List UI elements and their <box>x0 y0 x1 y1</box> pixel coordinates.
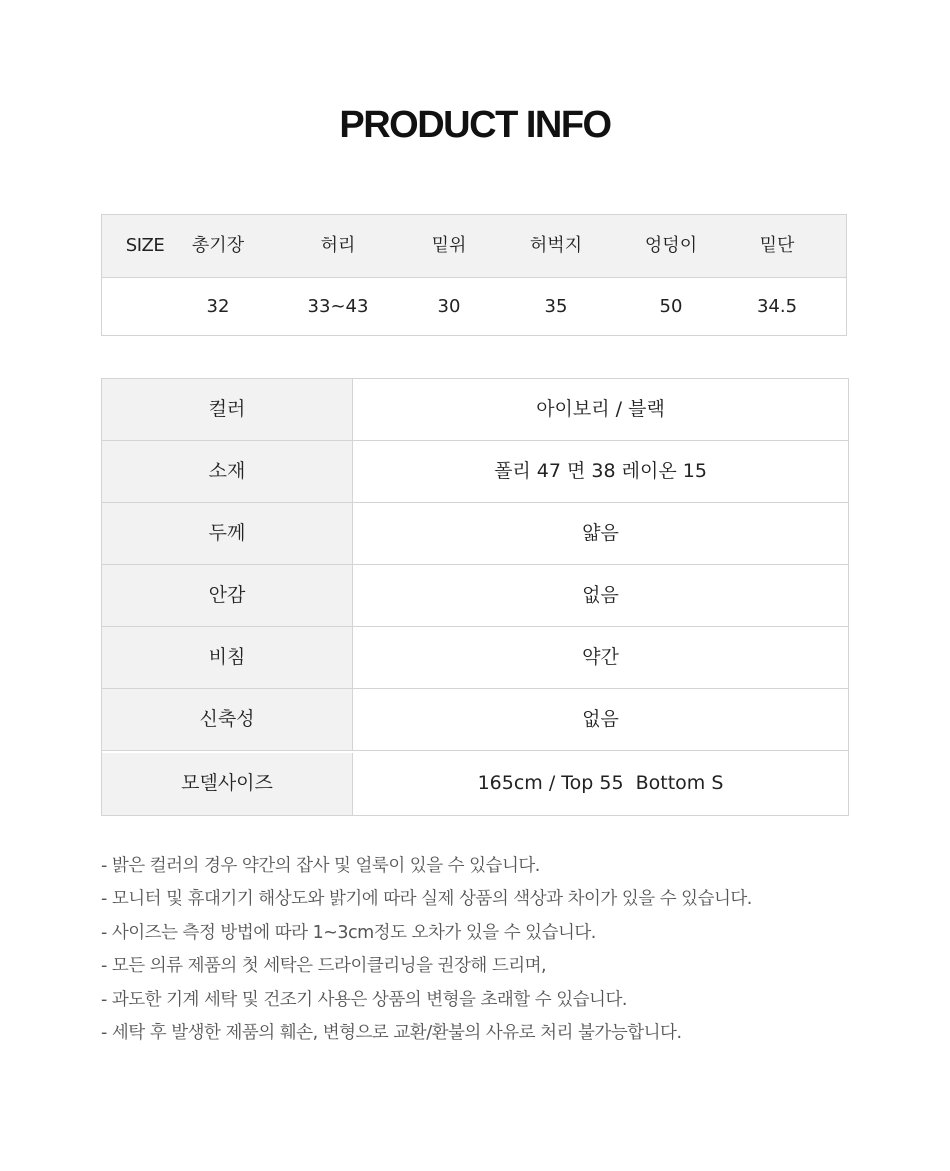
info-key: 두께 <box>102 503 353 564</box>
size-header-waist: 허리 <box>320 235 356 256</box>
care-notes <box>101 850 861 1050</box>
info-key: 컬러 <box>102 379 353 440</box>
size-value-hip: 50 <box>659 296 683 317</box>
size-header-hem: 밑단 <box>759 235 795 256</box>
note-item: - 과도한 기계 세탁 및 건조기 사용은 상품의 변형을 초래할 수 있습니다. <box>101 989 627 1010</box>
info-key: 비침 <box>102 627 353 688</box>
info-row-see-through <box>102 627 848 689</box>
product-info-table <box>101 378 849 816</box>
info-key: 소재 <box>102 441 353 502</box>
info-value: 없음 <box>582 584 619 606</box>
size-header-hip: 엉덩이 <box>644 235 698 256</box>
info-row-color <box>102 379 848 441</box>
page-title: PRODUCT INFO <box>339 104 611 146</box>
note-item: - 밝은 컬러의 경우 약간의 잡사 및 얼룩이 있을 수 있습니다. <box>101 856 540 876</box>
info-row-thickness <box>102 503 848 565</box>
note-item: - 사이즈는 측정 방법에 따라 1~3cm정도 오차가 있을 수 있습니다. <box>101 922 596 943</box>
note-item: - 모든 의류 제품의 첫 세탁은 드라이클리닝을 권장해 드리며, <box>101 956 547 977</box>
info-value: 165cm / Top 55 Bottom S <box>477 772 724 794</box>
info-key: 안감 <box>102 565 353 626</box>
size-header-row <box>102 215 846 278</box>
size-label: SIZE <box>125 235 165 256</box>
size-header-thigh: 허벅지 <box>529 235 583 256</box>
info-row-model-size <box>102 753 848 815</box>
size-value-thigh: 35 <box>544 296 568 317</box>
info-value: 얇음 <box>582 522 619 544</box>
info-value: 아이보리 / 블랙 <box>536 398 665 420</box>
note-item: - 모니터 및 휴대기기 해상도와 밝기에 따라 실제 상품의 색상과 차이가 있을 수 있습니다. <box>101 889 752 910</box>
info-value: 약간 <box>582 646 619 668</box>
size-table <box>101 214 847 336</box>
size-header-rise: 밑위 <box>431 235 467 256</box>
note-item: - 세탁 후 발생한 제품의 훼손, 변형으로 교환/환불의 사유로 처리 불가능합니다. <box>101 1022 682 1043</box>
info-row-stretch <box>102 689 848 751</box>
info-row-material <box>102 441 848 503</box>
size-header-total-length: 총기장 <box>191 235 245 256</box>
size-value-row <box>102 278 846 335</box>
info-row-lining <box>102 565 848 627</box>
size-value-rise: 30 <box>437 296 461 317</box>
info-key: 신축성 <box>102 689 353 750</box>
info-key: 모델사이즈 <box>102 753 353 815</box>
size-value-total-length: 32 <box>206 296 230 317</box>
size-value-hem: 34.5 <box>756 296 798 317</box>
info-value: 없음 <box>582 708 619 730</box>
info-value: 폴리 47 면 38 레이온 15 <box>494 460 707 482</box>
size-value-waist: 33~43 <box>307 296 369 317</box>
